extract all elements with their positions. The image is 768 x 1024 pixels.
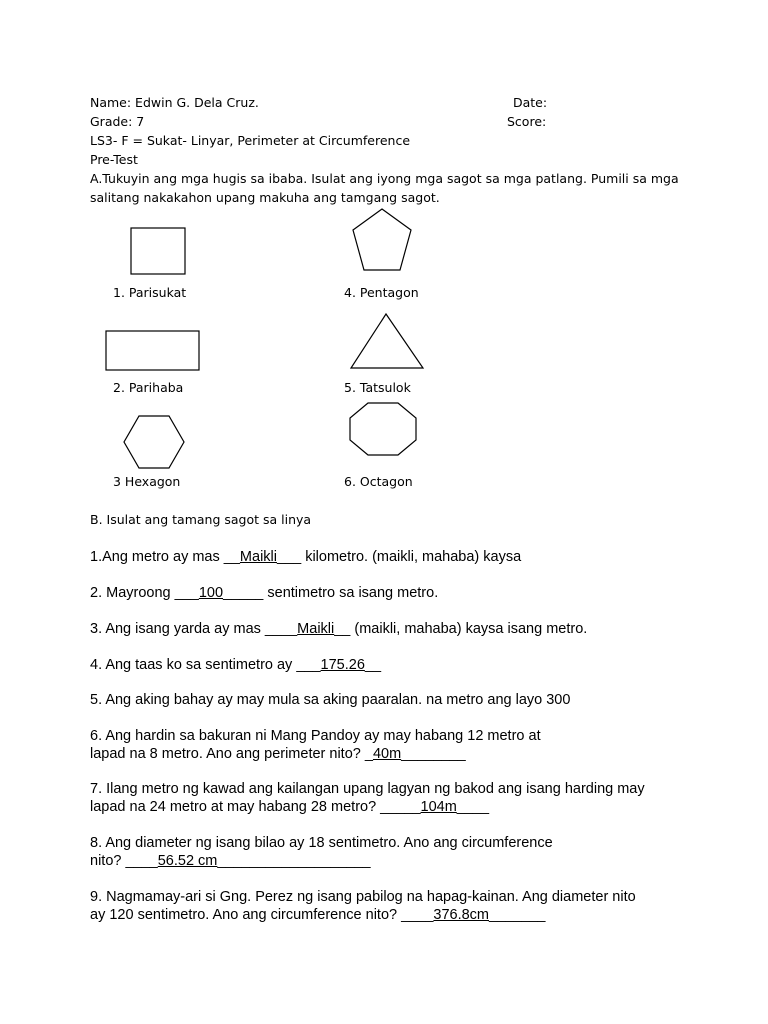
shape-label-pentagon: 4. Pentagon bbox=[344, 285, 419, 300]
shape-label-rectangle: 2. Parihaba bbox=[113, 380, 184, 395]
question-6-line-2 bbox=[90, 745, 466, 763]
score-label: Score: bbox=[507, 114, 547, 129]
grade: Grade: 7 bbox=[90, 114, 145, 129]
q4-prefix: 4. Ang taas ko sa sentimetro ay ___ bbox=[90, 657, 321, 673]
q8-suffix: ___________________ bbox=[217, 853, 371, 869]
octagon-shape bbox=[347, 400, 419, 458]
question-7-line-2 bbox=[90, 798, 489, 816]
student-name: Name: Edwin G. Dela Cruz. bbox=[90, 95, 259, 110]
shape-label-octagon: 6. Octagon bbox=[344, 474, 413, 489]
q9-answer: 376.8cm bbox=[433, 907, 490, 923]
test-type: Pre-Test bbox=[90, 152, 138, 167]
question-8-line-1: 8. Ang diameter ng isang bilao ay 18 sentimetro. Ano ang circumference bbox=[90, 835, 553, 851]
question-8-line-2 bbox=[90, 852, 371, 870]
q8-answer: 56.52 cm bbox=[157, 853, 218, 869]
q8-prefix: nito? ____ bbox=[90, 853, 158, 869]
q1-suffix: ___ kilometro. (maikli, mahaba) kaysa bbox=[276, 549, 522, 565]
question-2 bbox=[90, 584, 438, 602]
q2-suffix: _____ sentimetro sa isang metro. bbox=[223, 585, 439, 601]
q2-answer: 100 bbox=[198, 585, 224, 601]
shape-label-square: 1. Parisukat bbox=[113, 285, 187, 300]
question-9-line-2 bbox=[90, 906, 545, 924]
q6-prefix: lapad na 8 metro. Ano ang perimeter nito? _ bbox=[90, 746, 373, 762]
shape-label-triangle: 5. Tatsulok bbox=[344, 380, 411, 395]
question-1 bbox=[90, 548, 521, 566]
q4-answer: 175.26 bbox=[320, 657, 365, 673]
hexagon-shape bbox=[121, 413, 187, 471]
q2-prefix: 2. Mayroong ___ bbox=[90, 585, 199, 601]
shape-label-hexagon: 3 Hexagon bbox=[113, 474, 181, 489]
question-5: 5. Ang aking bahay ay may mula sa aking paaralan. na metro ang layo 300 bbox=[90, 692, 571, 708]
pentagon-shape bbox=[349, 206, 415, 274]
q3-answer: Maikli bbox=[297, 621, 335, 637]
q9-suffix: _______ bbox=[489, 907, 546, 923]
rectangle-shape bbox=[104, 329, 202, 373]
q6-answer: 40m bbox=[372, 746, 402, 762]
section-a-instruction-1: A.Tukuyin ang mga hugis sa ibaba. Isulat ang iyong mga sagot sa mga patlang. Pumili sa mga bbox=[90, 171, 679, 186]
question-4 bbox=[90, 656, 381, 674]
q6-suffix: ________ bbox=[401, 746, 466, 762]
section-b-instruction: B. Isulat ang tamang sagot sa linya bbox=[90, 512, 312, 527]
question-3 bbox=[90, 620, 587, 638]
q1-prefix: 1.Ang metro ay mas __ bbox=[90, 549, 240, 565]
q9-prefix: ay 120 sentimetro. Ano ang circumference nito? ____ bbox=[90, 907, 434, 923]
question-6-line-1: 6. Ang hardin sa bakuran ni Mang Pandoy ay may habang 12 metro at bbox=[90, 728, 541, 744]
q3-prefix: 3. Ang isang yarda ay mas ____ bbox=[90, 621, 298, 637]
date-label: Date: bbox=[513, 95, 548, 110]
q4-suffix: __ bbox=[364, 657, 382, 673]
question-7-line-1: 7. Ilang metro ng kawad ang kailangan upang lagyan ng bakod ang isang harding may bbox=[90, 781, 645, 797]
q7-prefix: lapad na 24 metro at may habang 28 metro? _____ bbox=[90, 799, 421, 815]
q7-suffix: ____ bbox=[456, 799, 490, 815]
triangle-shape bbox=[348, 311, 426, 371]
subject-title: LS3- F = Sukat- Linyar, Perimeter at Circumference bbox=[90, 133, 411, 148]
question-9-line-1: 9. Nagmamay-ari si Gng. Perez ng isang pabilog na hapag-kainan. Ang diameter nito bbox=[90, 889, 636, 905]
q1-answer: Maikli bbox=[239, 549, 277, 565]
q3-suffix: __ (maikli, mahaba) kaysa isang metro. bbox=[334, 621, 588, 637]
q7-answer: 104m bbox=[420, 799, 457, 815]
square-shape bbox=[128, 226, 188, 276]
section-a-instruction-2: salitang nakakahon upang makuha ang tamgang sagot. bbox=[90, 190, 440, 205]
